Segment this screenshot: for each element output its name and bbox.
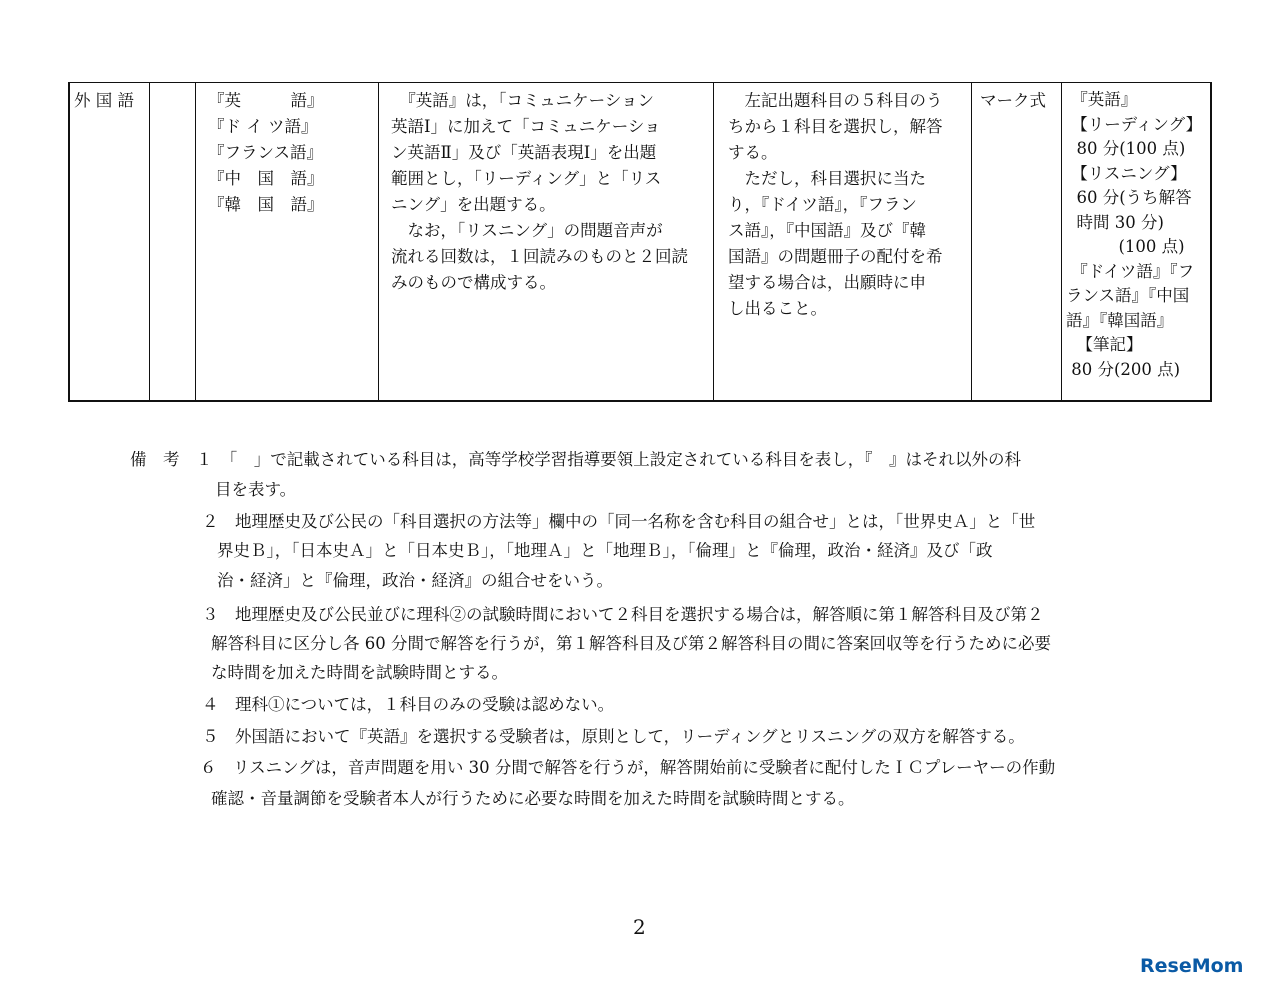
note-line: 界史Ｂ」，「日本史Ａ」と「日本史Ｂ」，「地理Ａ」と「地理Ｂ」，「倫理」と『倫理，政治・経済』及び「政 <box>217 541 993 560</box>
note-line: ６ リスニングは，音声問題を用い 30 分間で解答を行うが，解答開始前に受験者に配付したＩＣプレーヤーの作動 <box>200 758 1056 777</box>
time-line: (100 点) <box>1066 237 1185 256</box>
selection-line: 望する場合は，出願時に申 <box>728 273 926 292</box>
note-line: ３ 地理歴史及び公民並びに理科②の試験時間において２科目を選択する場合は，解答順に第１解答科目及び第２ <box>202 605 1044 624</box>
time-line: 【リスニング】 <box>1066 163 1187 183</box>
selection-line: ス語』，『中国語』及び『韓 <box>728 221 926 240</box>
time-line: 【筆記】 <box>1066 335 1143 354</box>
selection-line: し出ること。 <box>728 299 827 318</box>
note-line: ２ 地理歴史及び公民の「科目選択の方法等」欄中の「同一名称を含む科目の組合せ」とは，「世界史Ａ」と「世 <box>202 512 1036 531</box>
selection-cell <box>713 83 971 400</box>
time-line: ランス語』『中国 <box>1066 286 1190 305</box>
format-text: マーク式 <box>980 91 1046 110</box>
selection-line: ちから１科目を選択し，解答 <box>728 117 943 136</box>
note-line: ４ 理科①については，１科目のみの受験は認めない。 <box>202 695 615 714</box>
note-line: 解答科目に区分し各 60 分間で解答を行うが，第１解答科目及び第２解答科目の間に答案回収等を行うために必要 <box>211 634 1051 653</box>
time-line: 『ドイツ語』『フ <box>1066 261 1195 281</box>
note-line: 確認・音量調節を受験者本人が行うために必要な時間を加えた時間を試験時間とする。 <box>211 789 855 808</box>
time-line: 80 分(100 点) <box>1066 139 1186 158</box>
selection-line: 国語』の問題冊子の配付を希 <box>728 247 943 266</box>
selection-line: する。 <box>728 143 778 162</box>
scope-line: 『英語』は，「コミュニケーション <box>391 91 655 110</box>
time-line: 80 分(200 点) <box>1066 359 1181 379</box>
scope-cell <box>378 83 713 400</box>
time-line: 語』『韓国語』 <box>1066 310 1174 330</box>
subject-line: 『韓 国 語』 <box>208 195 324 214</box>
page-number: 2 <box>633 915 646 939</box>
note-line: 治・経済」と『倫理，政治・経済』の組合せをいう。 <box>217 571 613 590</box>
scope-line: みのもので構成する。 <box>391 273 556 292</box>
resemom-logo <box>1140 955 1243 977</box>
subjects-cell <box>195 83 378 400</box>
scope-line: なお，「リスニング」の問題音声が <box>391 221 663 240</box>
scope-line: 範囲とし，「リーディング」と「リス <box>391 169 662 188</box>
scope-line: 英語Ⅰ」に加えて「コミュニケーショ <box>391 117 661 136</box>
note-line: ５ 外国語において『英語』を選択する受験者は，原則として，リーディングとリスニングの双方を解答する。 <box>202 727 1025 746</box>
time-line: 『英語』 <box>1066 90 1138 109</box>
scope-line: ン英語Ⅱ」及び「英語表現Ⅰ」を出題 <box>391 143 657 162</box>
time-cell <box>1061 83 1212 400</box>
time-line: 【リーディング】 <box>1066 114 1203 134</box>
subject-line: 『フランス語』 <box>208 143 324 162</box>
subject-line: 『中 国 語』 <box>208 169 324 188</box>
scope-line: 流れる回数は，１回読みのものと２回読 <box>391 247 688 266</box>
selection-line: ただし，科目選択に当た <box>728 169 926 188</box>
subject-line: 『ド イ ツ語』 <box>208 117 318 136</box>
note-line: 備 考 １ 「 」で記載されている科目は，高等学校学習指導要領上設定されている科目を表し，『 』はそれ以外の科 <box>130 450 1021 469</box>
logo-part: Rese <box>1140 955 1192 977</box>
time-line: 時間 30 分) <box>1066 212 1164 232</box>
selection-line: り，『ドイツ語』，『フラン <box>728 195 917 214</box>
category-text: 外 国 語 <box>74 91 134 110</box>
empty-cell <box>149 83 195 400</box>
category-cell <box>70 83 149 400</box>
logo-part: Mom <box>1191 955 1244 977</box>
format-cell <box>971 83 1061 400</box>
note-line: 目を表す。 <box>215 480 297 499</box>
exam-table <box>68 82 1212 402</box>
selection-line: 左記出題科目の５科目のう <box>728 91 943 110</box>
time-line: 60 分(うち解答 <box>1066 188 1192 207</box>
note-line: な時間を加えた時間を試験時間とする。 <box>211 663 508 682</box>
scope-line: ニング」を出題する。 <box>391 195 556 214</box>
subject-line: 『英 語』 <box>208 91 324 110</box>
